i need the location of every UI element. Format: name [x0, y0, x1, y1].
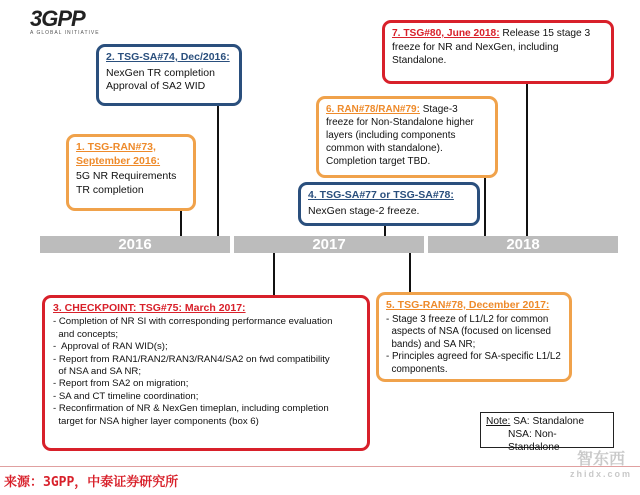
milestone-line: and concepts;: [53, 328, 119, 340]
milestone-line: NexGen TR completion: [106, 66, 215, 79]
milestone-title-6: 6. RAN#78/RAN#79:: [326, 104, 420, 115]
milestone-line: freeze for NR and NexGen, including: [392, 41, 559, 53]
watermark-text: 智东西: [576, 451, 625, 468]
milestone-title-rest-7: Release 15 stage 3: [499, 28, 591, 39]
milestone-line: Standalone.: [392, 55, 447, 66]
connector-b2: [217, 106, 219, 237]
milestone-line: TR completion: [76, 183, 144, 196]
milestone-title-row-7: [392, 27, 604, 41]
milestone-line: - Principles agreed for SA-specific L1/L2: [386, 351, 561, 363]
footer-source: 来源：3GPP，中泰证券研究所: [4, 475, 179, 490]
milestone-line: - Stage 3 freeze of L1/L2 for common: [386, 313, 549, 325]
milestone-line: - SA and CT timeline coordination;: [53, 390, 199, 402]
year-bar-2018: [428, 236, 618, 253]
milestone-box-7: [382, 20, 614, 84]
milestone-line: freeze for Non-Standalone higher: [326, 117, 474, 128]
year-label-2017: 2017: [312, 236, 346, 253]
milestone-line: of NSA and SA NR;: [53, 366, 141, 378]
milestone-line: aspects of NSA (focused on licensed: [386, 326, 552, 338]
logo-tagline: A GLOBAL INITIATIVE: [30, 30, 100, 36]
year-bar-2016: [40, 236, 230, 253]
milestone-line: - Report from RAN1/RAN2/RAN3/RAN4/SA2 on fwd compatibility: [53, 353, 330, 365]
connector-b7: [526, 84, 528, 237]
milestone-line: Approval of SA2 WID: [106, 80, 206, 92]
connector-b6: [484, 178, 486, 237]
logo-text: 3GPP: [30, 6, 85, 31]
milestone-line: common with standalone).: [326, 143, 443, 154]
milestone-line: layers (including components: [326, 130, 456, 141]
note-sa: SA: Standalone: [513, 416, 585, 427]
milestone-line: bands) and SA NR;: [386, 338, 476, 350]
milestone-box-6: [316, 96, 498, 178]
milestone-line: components.: [386, 363, 448, 375]
logo: [30, 6, 100, 36]
year-label-2018: 2018: [506, 236, 540, 253]
milestone-title-rest-6: Stage-3: [419, 104, 458, 115]
milestone-line: - Completion of NR SI with corresponding performance evaluation: [53, 316, 333, 328]
milestone-box-2: [96, 44, 242, 106]
milestone-box-1: [66, 134, 196, 211]
milestone-title-2: 2. TSG-SA#74, Dec/2016:: [106, 51, 230, 63]
milestone-line: NexGen stage-2 freeze.: [308, 204, 420, 217]
note-label: Note:: [486, 416, 511, 427]
milestone-box-4: [298, 182, 480, 226]
milestone-title-row-6: [326, 103, 488, 116]
milestone-box-3: [42, 295, 370, 451]
milestone-line: 5G NR Requirements: [76, 170, 177, 182]
milestone-line: target for NSA higher layer components (box 6): [53, 415, 259, 427]
connector-b5: [409, 253, 411, 293]
milestone-box-5: [376, 292, 572, 382]
year-bar-2017: [234, 236, 424, 253]
milestone-line: - Report from SA2 on migration;: [53, 378, 189, 390]
footer: [0, 466, 640, 495]
milestone-title-5: 5. TSG-RAN#78, December 2017:: [386, 299, 550, 311]
milestone-line: Completion target TBD.: [326, 156, 431, 167]
connector-b1: [180, 210, 182, 237]
milestone-line: - Approval of RAN WID(s);: [53, 341, 168, 353]
milestone-line: - Reconfirmation of NR & NexGen timeplan, including completion: [53, 403, 329, 415]
milestone-title-1: 1. TSG-RAN#73, September 2016:: [76, 141, 161, 167]
connector-b3: [273, 253, 275, 296]
milestone-title-4: 4. TSG-SA#77 or TSG-SA#78:: [308, 189, 454, 201]
milestone-title-7: 7. TSG#80, June 2018:: [392, 28, 500, 39]
note-nsa: NSA: Non-Standalone: [508, 429, 560, 453]
milestone-title-3: 3. CHECKPOINT: TSG#75: March 2017:: [53, 302, 246, 314]
watermark-sub: zhidx.com: [569, 469, 632, 479]
note-row-1: [486, 415, 608, 428]
note-box: [480, 412, 614, 453]
year-label-2016: 2016: [118, 236, 152, 253]
